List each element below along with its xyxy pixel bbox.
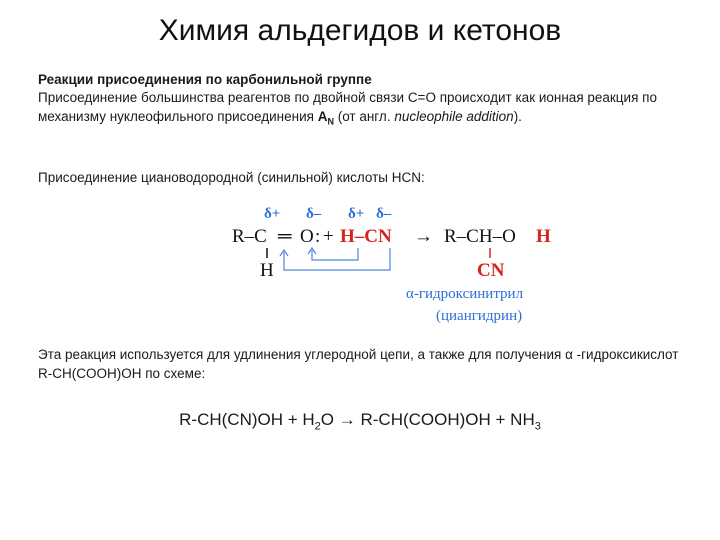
charge-delta-minus-o: δ–	[306, 206, 322, 222]
reaction-scheme	[220, 198, 600, 334]
equation-left: R-CH(CN)OH + H	[179, 410, 315, 429]
usage-paragraph: Эта реакция используется для удлинения углеродной цепи, а также для получения α -гидроксикислот R-CH(COOH)OH по схеме:	[38, 347, 679, 381]
intro-text-after: (от англ.	[333, 109, 395, 124]
equation-right-subscript: 3	[534, 420, 541, 433]
section-heading: Реакции присоединения по карбонильной группе	[38, 72, 372, 87]
mechanism-symbol	[317, 109, 334, 127]
product-hydrogen: H	[536, 226, 551, 247]
hydrogen-substituent: H	[260, 260, 274, 281]
mechanism-letter: A	[317, 109, 328, 124]
arrow-cn-to-c	[284, 248, 390, 270]
page-title: Химия альдегидов и кетонов	[158, 14, 562, 47]
equation-left-subscript: 2	[314, 420, 321, 433]
english-term: nucleophile addition	[394, 109, 514, 124]
equation-left-end: O	[320, 410, 339, 429]
hydrolysis-equation	[0, 410, 720, 432]
equation-arrow: →	[338, 410, 356, 429]
product-name-line1: α-гидроксинитрил	[406, 286, 524, 302]
hcn-line: Присоединение циановодородной (синильной) кислоты HCN:	[38, 170, 425, 185]
arrow-h-to-o	[312, 248, 358, 260]
charge-delta-minus-cn: δ–	[376, 206, 392, 222]
product-name-line2: (циангидрин)	[436, 308, 523, 324]
intro-text: Присоединение большинства реагентов по двойной связи С=О происходит как ионная реакция по механизму нуклеофильного присоединения	[38, 90, 657, 124]
equation-right: R-CH(COOH)OH + NH	[355, 410, 535, 429]
hcn-reagent: H–CN	[340, 226, 392, 247]
oxygen-lone-pair: :	[315, 226, 321, 247]
charge-delta-plus-c: δ+	[264, 206, 281, 222]
charge-delta-plus-h: δ+	[348, 206, 365, 222]
mechanism-subscript: N	[327, 116, 334, 127]
intro-end: ).	[513, 109, 522, 124]
product-main: R–CH–O	[444, 226, 516, 247]
plus-sign: +	[323, 226, 334, 247]
double-bond: ═	[278, 226, 292, 247]
reaction-arrow: →	[414, 226, 433, 247]
product-cn: CN	[477, 260, 505, 281]
intro-paragraph	[38, 88, 678, 132]
reactant-rc: R–C	[232, 226, 267, 247]
oxygen-atom: O	[300, 226, 314, 247]
